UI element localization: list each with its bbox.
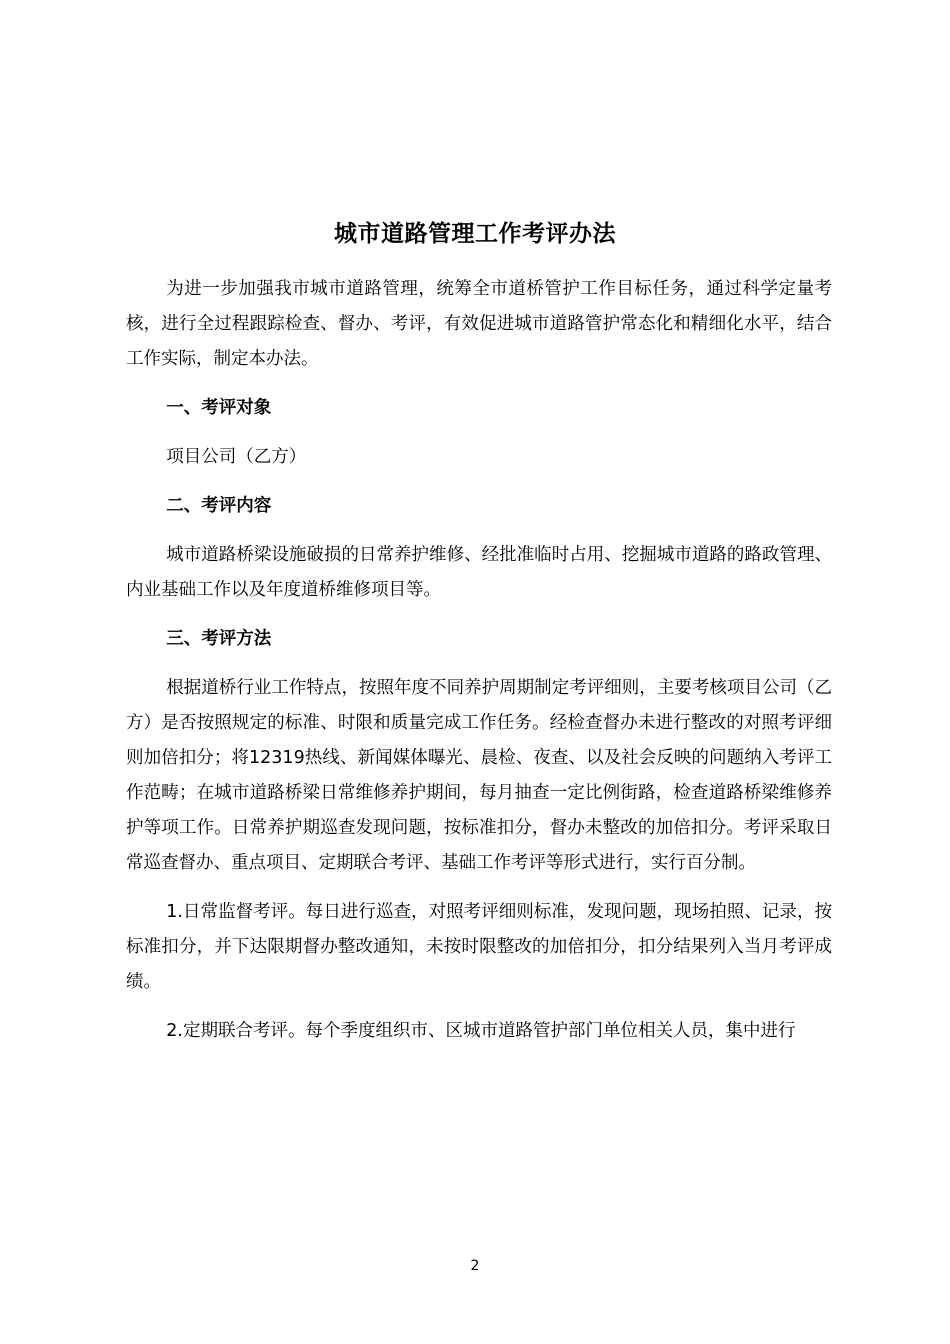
page-number: 2 (470, 1258, 480, 1274)
section-2-heading: 二、考评内容 (166, 496, 272, 516)
section-2-text: 城市道路桥梁设施破损的日常养护维修、经批准临时占用、挖掘城市道路的路政管理、内业基础工作以及年度道桥维修项目等。 (126, 545, 832, 600)
document-title: 城市道路管理工作考评办法 (334, 221, 616, 247)
section-1-text: 项目公司（乙方） (166, 447, 307, 467)
section-3-heading: 三、考评方法 (166, 629, 272, 649)
section-3-text: 根据道桥行业工作特点，按照年度不同养护周期制定考评细则，主要考核项目公司（乙方）是否按照规定的标准、时限和质量完成工作任务。经检查督办未进行整改的对照考评细则加倍扣分；将12319热线、新闻媒体曝光、晨检、夜查、以及社会反映的问题纳入考评工作范畴；在城市道路桥梁日常维修养护期间，每月抽查一定比例街路，检查道路桥梁维修养护等项工作。日常养护期巡查发现问题，按标准扣分，督办未整改的加倍扣分。考评采取日常巡查督办、重点项目、定期联合考评、基础工作考评等形式进行，实行百分制。 (126, 678, 832, 873)
section-3-item-2: 2.定期联合考评。每个季度组织市、区城市道路管护部门单位相关人员，集中进行 (166, 1021, 796, 1041)
section-3-item-1: 1.日常监督考评。每日进行巡查，对照考评细则标准，发现问题，现场拍照、记录，按标准扣分，并下达限期督办整改通知，未按时限整改的加倍扣分，扣分结果列入当月考评成绩。 (126, 902, 832, 992)
document-body (126, 272, 832, 1063)
intro-paragraph: 为进一步加强我市城市道路管理，统筹全市道桥管护工作目标任务，通过科学定量考核，进行全过程跟踪检查、督办、考评，有效促进城市道路管护常态化和精细化水平，结合工作实际，制定本办法。 (126, 279, 832, 369)
section-1-heading: 一、考评对象 (166, 398, 272, 418)
